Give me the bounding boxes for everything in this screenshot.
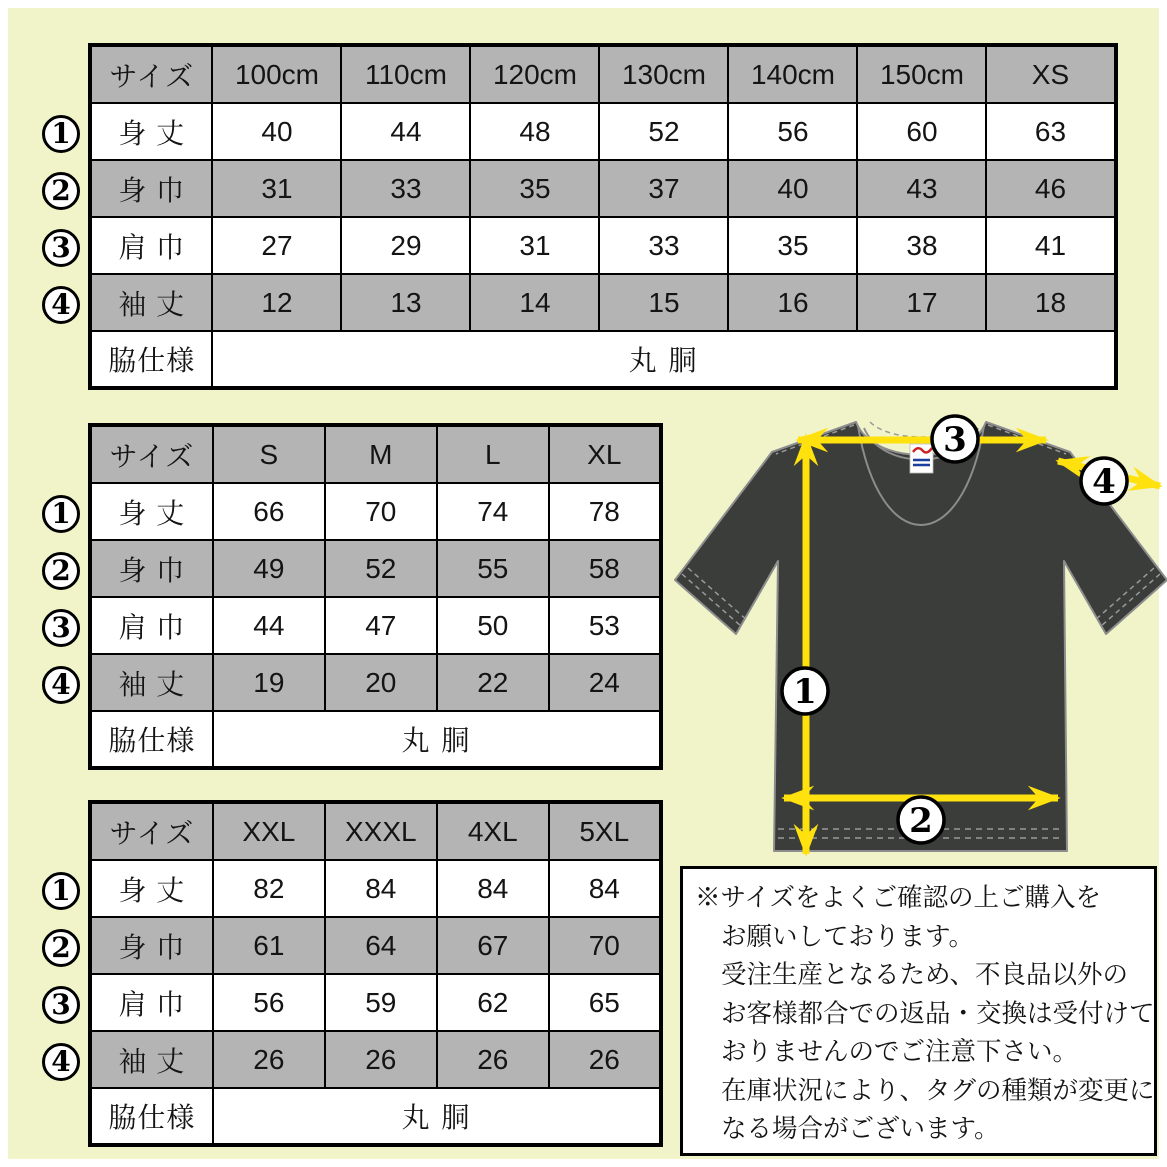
size-value: 53 bbox=[549, 597, 661, 654]
page-background bbox=[8, 8, 1159, 1159]
size-value: 78 bbox=[549, 483, 661, 540]
size-value: 56 bbox=[728, 103, 857, 160]
size-value: 17 bbox=[857, 274, 986, 331]
footer-value: 丸 胴 bbox=[213, 1088, 661, 1145]
size-value: 84 bbox=[549, 860, 661, 917]
size-value: 58 bbox=[549, 540, 661, 597]
size-value: 26 bbox=[213, 1031, 325, 1088]
diagram-marker-4 bbox=[1081, 458, 1127, 504]
size-value: 31 bbox=[470, 217, 599, 274]
size-value: 35 bbox=[470, 160, 599, 217]
row-label: 身 丈 bbox=[90, 103, 212, 160]
size-value: 40 bbox=[728, 160, 857, 217]
size-table-adult bbox=[51, 423, 663, 770]
row-marker-4: 4 bbox=[42, 1043, 80, 1081]
size-value: 49 bbox=[213, 540, 325, 597]
size-value: 43 bbox=[857, 160, 986, 217]
size-value: 66 bbox=[213, 483, 325, 540]
column-header: 140cm bbox=[728, 45, 857, 103]
column-header: XL bbox=[549, 425, 661, 483]
tshirt-diagram bbox=[668, 408, 1167, 863]
size-value: 44 bbox=[341, 103, 470, 160]
footer-label: 脇仕様 bbox=[90, 1088, 213, 1145]
size-value: 63 bbox=[986, 103, 1115, 160]
note-line: お客様都合での返品・交換は受付けて bbox=[721, 999, 1155, 1028]
table-row bbox=[90, 160, 1116, 217]
size-value: 52 bbox=[599, 103, 728, 160]
footer-label: 脇仕様 bbox=[90, 711, 213, 768]
note-line: なる場合がございます。 bbox=[721, 1115, 1000, 1143]
table-row bbox=[90, 483, 661, 540]
brand-tag bbox=[910, 444, 933, 473]
table-row bbox=[90, 274, 1116, 331]
size-value: 20 bbox=[325, 654, 437, 711]
size-value: 61 bbox=[213, 917, 325, 974]
size-value: 38 bbox=[857, 217, 986, 274]
size-header: サイズ bbox=[90, 45, 212, 103]
table-row bbox=[90, 1031, 661, 1088]
column-header: 120cm bbox=[470, 45, 599, 103]
svg-text:4: 4 bbox=[1092, 462, 1116, 502]
row-marker-3: 3 bbox=[42, 229, 80, 267]
row-marker-2: 2 bbox=[42, 552, 80, 590]
row-marker-4: 4 bbox=[42, 666, 80, 704]
diagram-marker-1 bbox=[782, 668, 828, 714]
size-table-kids bbox=[51, 43, 1118, 390]
size-value: 13 bbox=[341, 274, 470, 331]
svg-text:2: 2 bbox=[909, 801, 933, 841]
column-header: 150cm bbox=[857, 45, 986, 103]
row-label: 袖 丈 bbox=[90, 654, 213, 711]
note-line: 在庫状況により、タグの種類が変更に bbox=[721, 1076, 1155, 1105]
size-value: 60 bbox=[857, 103, 986, 160]
row-label: 身 丈 bbox=[90, 860, 213, 917]
row-label: 袖 丈 bbox=[90, 1031, 213, 1088]
table-row bbox=[90, 597, 661, 654]
size-value: 44 bbox=[213, 597, 325, 654]
row-label: 身 巾 bbox=[90, 917, 213, 974]
row-marker-4: 4 bbox=[42, 286, 80, 324]
row-marker-1: 1 bbox=[42, 495, 80, 533]
size-value: 56 bbox=[213, 974, 325, 1031]
table-row bbox=[90, 860, 661, 917]
row-marker-1: 1 bbox=[42, 872, 80, 910]
row-label: 身 巾 bbox=[90, 160, 212, 217]
column-header: XS bbox=[986, 45, 1115, 103]
column-header: 4XL bbox=[437, 802, 549, 860]
row-label: 肩 巾 bbox=[90, 974, 213, 1031]
table-footer-row bbox=[90, 1088, 661, 1145]
size-table bbox=[88, 43, 1118, 390]
column-header: M bbox=[325, 425, 437, 483]
size-value: 27 bbox=[212, 217, 341, 274]
size-value: 41 bbox=[986, 217, 1115, 274]
row-marker-1: 1 bbox=[42, 115, 80, 153]
footer-value: 丸 胴 bbox=[213, 711, 661, 768]
size-value: 59 bbox=[325, 974, 437, 1031]
size-value: 70 bbox=[325, 483, 437, 540]
row-label: 肩 巾 bbox=[90, 597, 213, 654]
column-header: 5XL bbox=[549, 802, 661, 860]
size-value: 47 bbox=[325, 597, 437, 654]
size-value: 15 bbox=[599, 274, 728, 331]
size-value: 18 bbox=[986, 274, 1115, 331]
size-header: サイズ bbox=[90, 802, 213, 860]
column-header: S bbox=[213, 425, 325, 483]
note-line: 受注生産となるため、不良品以外の bbox=[721, 961, 1128, 989]
row-label: 身 丈 bbox=[90, 483, 213, 540]
size-value: 84 bbox=[437, 860, 549, 917]
row-marker-3: 3 bbox=[42, 609, 80, 647]
column-header: 130cm bbox=[599, 45, 728, 103]
row-label: 身 巾 bbox=[90, 540, 213, 597]
column-header: XXL bbox=[213, 802, 325, 860]
size-value: 26 bbox=[437, 1031, 549, 1088]
size-value: 22 bbox=[437, 654, 549, 711]
column-header: XXXL bbox=[325, 802, 437, 860]
size-value: 40 bbox=[212, 103, 341, 160]
row-marker-2: 2 bbox=[42, 172, 80, 210]
column-header: 110cm bbox=[341, 45, 470, 103]
table-row bbox=[90, 217, 1116, 274]
row-marker-3: 3 bbox=[42, 986, 80, 1024]
size-value: 26 bbox=[325, 1031, 437, 1088]
table-footer-row bbox=[90, 711, 661, 768]
size-value: 46 bbox=[986, 160, 1115, 217]
column-header: 100cm bbox=[212, 45, 341, 103]
svg-text:1: 1 bbox=[793, 672, 817, 712]
size-value: 52 bbox=[325, 540, 437, 597]
size-value: 74 bbox=[437, 483, 549, 540]
size-value: 84 bbox=[325, 860, 437, 917]
note-line: お願いしております。 bbox=[721, 922, 974, 951]
row-label: 肩 巾 bbox=[90, 217, 212, 274]
size-value: 64 bbox=[325, 917, 437, 974]
footer-value: 丸 胴 bbox=[212, 331, 1115, 388]
size-value: 70 bbox=[549, 917, 661, 974]
row-marker-2: 2 bbox=[42, 929, 80, 967]
row-label: 袖 丈 bbox=[90, 274, 212, 331]
note-line: ※サイズをよくご確認の上ご購入を bbox=[695, 884, 1101, 912]
size-header: サイズ bbox=[90, 425, 213, 483]
note-line: おりませんのでご注意下さい。 bbox=[721, 1038, 1079, 1066]
size-table bbox=[88, 423, 663, 770]
column-header: L bbox=[437, 425, 549, 483]
size-value: 48 bbox=[470, 103, 599, 160]
diagram-marker-2 bbox=[898, 797, 944, 843]
size-value: 37 bbox=[599, 160, 728, 217]
size-value: 62 bbox=[437, 974, 549, 1031]
size-table bbox=[88, 800, 663, 1147]
size-value: 19 bbox=[213, 654, 325, 711]
size-value: 26 bbox=[549, 1031, 661, 1088]
size-value: 14 bbox=[470, 274, 599, 331]
size-value: 55 bbox=[437, 540, 549, 597]
size-value: 67 bbox=[437, 917, 549, 974]
size-value: 33 bbox=[341, 160, 470, 217]
size-table-large bbox=[51, 800, 663, 1147]
size-value: 29 bbox=[341, 217, 470, 274]
size-value: 16 bbox=[728, 274, 857, 331]
size-value: 50 bbox=[437, 597, 549, 654]
size-value: 65 bbox=[549, 974, 661, 1031]
table-row bbox=[90, 917, 661, 974]
footer-label: 脇仕様 bbox=[90, 331, 212, 388]
table-footer-row bbox=[90, 331, 1116, 388]
size-value: 33 bbox=[599, 217, 728, 274]
table-row bbox=[90, 103, 1116, 160]
diagram-marker-3 bbox=[932, 416, 978, 462]
size-value: 35 bbox=[728, 217, 857, 274]
size-value: 24 bbox=[549, 654, 661, 711]
svg-text:3: 3 bbox=[943, 420, 967, 460]
purchase-note bbox=[680, 866, 1157, 1156]
size-value: 31 bbox=[212, 160, 341, 217]
table-row bbox=[90, 540, 661, 597]
size-value: 82 bbox=[213, 860, 325, 917]
size-value: 12 bbox=[212, 274, 341, 331]
table-row bbox=[90, 654, 661, 711]
table-row bbox=[90, 974, 661, 1031]
